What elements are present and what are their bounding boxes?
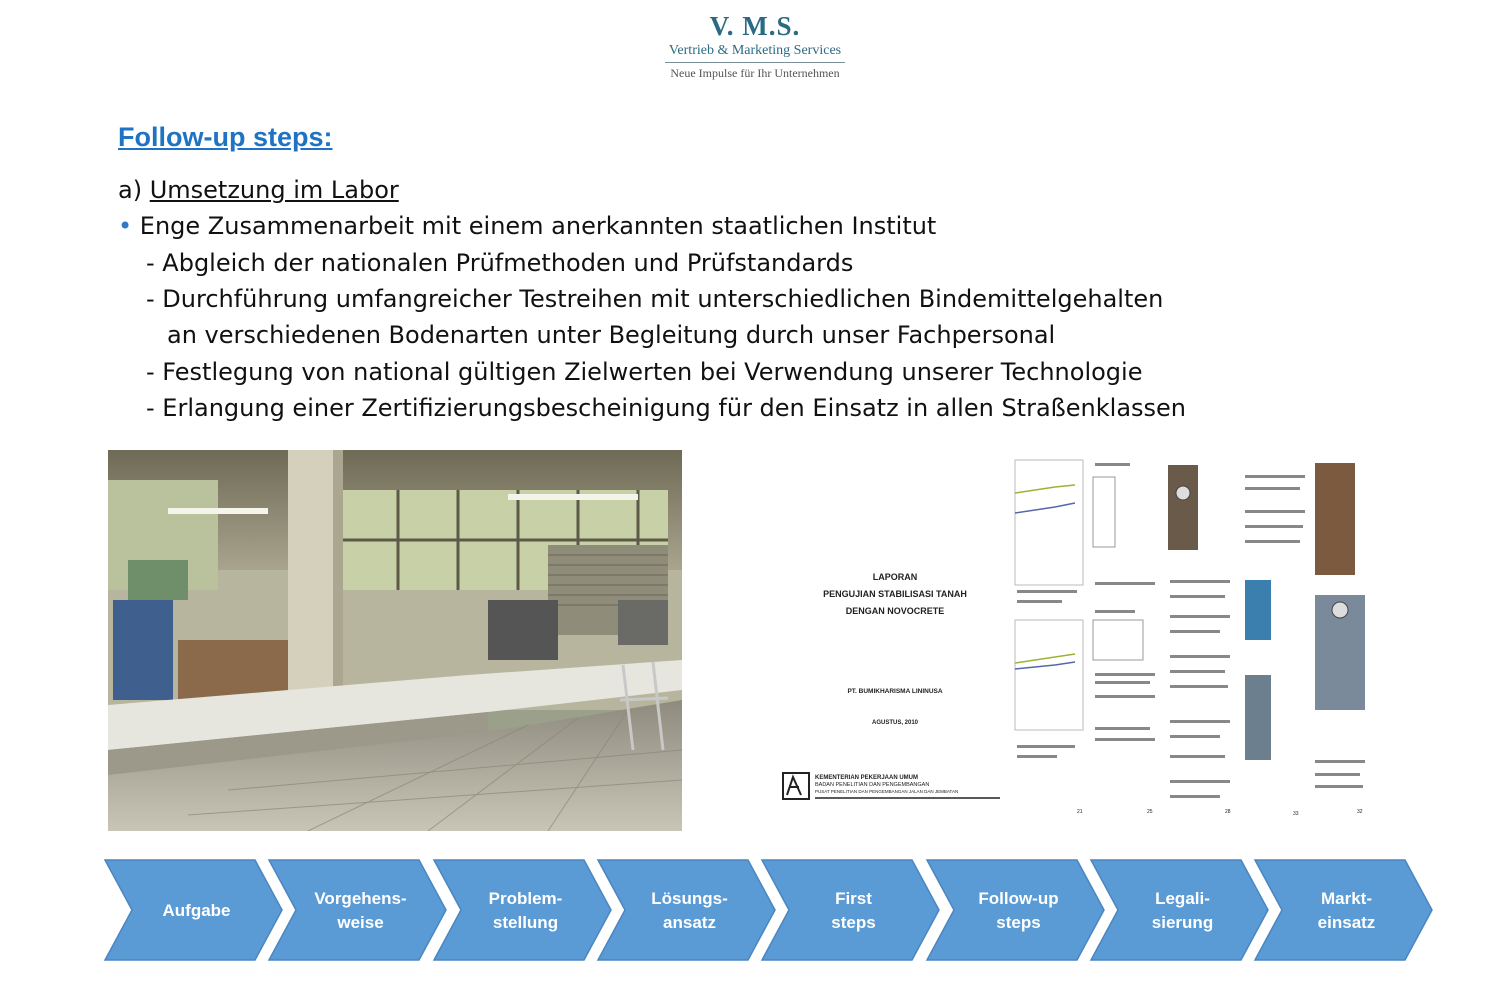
company-logo bbox=[600, 10, 910, 80]
section-title-line bbox=[118, 176, 399, 204]
process-step-label: stellung bbox=[492, 913, 559, 932]
process-step bbox=[1091, 860, 1268, 960]
process-step-label: sierung bbox=[1151, 913, 1214, 932]
logo-divider bbox=[665, 62, 845, 63]
report-title-line: LAPORAN bbox=[872, 572, 918, 582]
process-step-label: steps bbox=[996, 913, 1041, 932]
process-step bbox=[269, 860, 446, 960]
bullet-text: Enge Zusammenarbeit mit einem anerkannten staatlichen Institut bbox=[139, 212, 937, 240]
page-number: 33 bbox=[1293, 811, 1299, 817]
page-number: 28 bbox=[1225, 809, 1231, 815]
report-company: PT. BUMIKHARISMA LININUSA bbox=[847, 688, 943, 695]
sub-line: - Durchführung umfangreicher Testreihen mit unterschiedlichen Bindemittelgehalten bbox=[146, 285, 1164, 313]
process-step bbox=[762, 860, 939, 960]
report-documents bbox=[775, 455, 1380, 825]
equipment-photo bbox=[1245, 675, 1271, 760]
process-step bbox=[927, 860, 1104, 960]
process-step-shape bbox=[434, 860, 611, 960]
ministry-line: KEMENTERIAN PEKERJAAN UMUM bbox=[815, 775, 919, 781]
report-cover-page bbox=[783, 572, 1000, 799]
equipment-photo bbox=[1245, 580, 1271, 640]
process-step bbox=[105, 860, 282, 960]
process-step-label: weise bbox=[337, 913, 384, 932]
page-heading: Follow-up steps: bbox=[118, 122, 333, 152]
process-step-label: Vorgehens- bbox=[314, 889, 407, 908]
sub-line: - Abgleich der nationalen Prüfmethoden und Prüfstandards bbox=[146, 249, 854, 277]
process-step-shape bbox=[927, 860, 1104, 960]
sub-line: - Erlangung einer Zertifizierungsbescheinigung für den Einsatz in allen Straßenklassen bbox=[146, 394, 1187, 422]
sub-line-continuation: an verschiedenen Bodenarten unter Begleitung durch unser Fachpersonal bbox=[167, 321, 1056, 349]
section-prefix: a) bbox=[118, 176, 150, 204]
ministry-line: PUSAT PENELITIAN DAN PENGEMBANGAN JALAN DAN JEMBATAN bbox=[815, 789, 959, 794]
process-step-shape bbox=[269, 860, 446, 960]
process-step-label: ansatz bbox=[663, 913, 716, 932]
process-step-label: Aufgabe bbox=[162, 901, 231, 920]
process-step-label: First bbox=[835, 889, 872, 908]
report-title-line: PENGUJIAN STABILISASI TANAH bbox=[823, 589, 967, 599]
section-title: Umsetzung im Labor bbox=[149, 176, 399, 204]
process-step-label: Legali- bbox=[1155, 889, 1210, 908]
page-number: 21 bbox=[1077, 809, 1083, 815]
equipment-photo bbox=[1168, 465, 1198, 550]
equipment-photo bbox=[1315, 463, 1355, 575]
logo-tagline: Neue Impulse für Ihr Unternehmen bbox=[670, 66, 840, 80]
process-step-shape bbox=[598, 860, 775, 960]
logo-title: V. M.S. bbox=[709, 11, 801, 41]
page-number: 25 bbox=[1147, 809, 1153, 815]
bullet-icon: • bbox=[118, 212, 133, 240]
process-step bbox=[434, 860, 611, 960]
process-chevron-bar bbox=[100, 856, 1440, 966]
process-step bbox=[1255, 860, 1432, 960]
report-title-line: DENGAN NOVOCRETE bbox=[845, 606, 945, 616]
laboratory-photo bbox=[108, 450, 682, 831]
process-step-label: einsatz bbox=[1317, 913, 1376, 932]
sub-line: - Festlegung von national gültigen Zielwerten bei Verwendung unserer Technologie bbox=[146, 358, 1143, 386]
logo-subtitle: Vertrieb & Marketing Services bbox=[668, 43, 842, 58]
process-step-shape bbox=[1091, 860, 1268, 960]
process-step-label: Follow-up bbox=[978, 889, 1059, 908]
process-step bbox=[598, 860, 775, 960]
bullet-line bbox=[118, 212, 936, 240]
page-number: 32 bbox=[1357, 809, 1363, 815]
process-step-label: Problem- bbox=[488, 889, 563, 908]
process-step-label: Markt- bbox=[1320, 889, 1373, 908]
process-step-shape bbox=[1255, 860, 1432, 960]
ministry-line: BADAN PENELITIAN DAN PENGEMBANGAN bbox=[815, 782, 930, 788]
process-step-label: Lösungs- bbox=[651, 889, 728, 908]
process-step-label: steps bbox=[831, 913, 876, 932]
process-step-shape bbox=[762, 860, 939, 960]
report-chart-page bbox=[1015, 460, 1155, 758]
report-date: AGUSTUS, 2010 bbox=[871, 720, 919, 726]
